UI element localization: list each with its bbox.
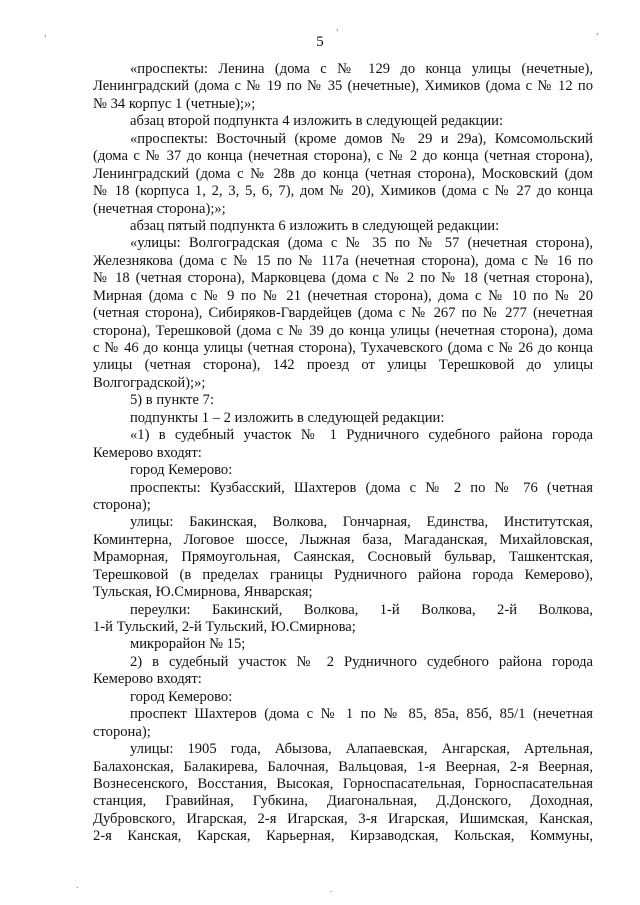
- text-line: проспекты: Кузбасский, Шахтеров (дома с № 2 по № 76 (четная: [130, 479, 593, 496]
- text-line: 2) в судебный участок № 2 Рудничного судебного района города: [130, 653, 593, 670]
- page-number: 5: [316, 34, 324, 50]
- text-line: «1) в судебный участок № 1 Рудничного судебного района города: [130, 427, 593, 444]
- text-line: с № 46 до конца улицы (четная сторона), Тухачевского (дома с № 26 до конца: [93, 340, 593, 356]
- text-line: 5) в пункте 7:: [130, 392, 215, 409]
- text-line: Кемерово входят:: [93, 671, 202, 688]
- text-line: улицы: Бакинская, Волкова, Гончарная, Единства, Институтская,: [130, 514, 593, 531]
- text-line: Дубровского, Игарская, 2-я Игарская, 3-я Игарская, Ишимская, Канская,: [93, 810, 593, 827]
- text-line: Тульская, Ю.Смирнова, Январская;: [93, 584, 313, 601]
- text-line: Балахонская, Балакирева, Балочная, Вальцовая, 1-я Веерная, 2-я Веерная,: [93, 758, 593, 775]
- text-line: № 34 корпус 1 (четные);»;: [93, 95, 256, 112]
- text-line: проспект Шахтеров (дома с № 1 по № 85, 85а, 85б, 85/1 (нечетная: [130, 706, 593, 723]
- text-line: Мраморная, Прямоугольная, Саянская, Сосновый бульвар, Ташкентская,: [93, 549, 593, 566]
- text-line: № 18 (корпуса 1, 2, 3, 5, 6, 7), дом № 20), Химиков (дома с № 27 до конца: [93, 183, 593, 200]
- scan-mark: .: [76, 880, 79, 891]
- text-line: станция, Гравийная, Губкина, Диагональная, Д.Донского, Доходная,: [93, 793, 593, 810]
- text-line: 1-й Тульский, 2-й Тульский, Ю.Смирнова;: [93, 619, 356, 635]
- text-line: сторона), Терешковой (дома с № 39 до конца улицы (нечетная сторона), дома: [93, 322, 593, 339]
- text-line: (дома с № 37 до конца (нечетная сторона), с № 2 до конца (четная сторона),: [93, 148, 593, 165]
- scan-mark: .: [330, 884, 333, 895]
- text-line: «проспекты: Восточный (кроме домов № 29 и 29а), Комсомольский: [130, 130, 593, 147]
- text-line: Ленинградский (дома с № 19 по № 35 (нечетные), Химиков (дома с № 12 по: [93, 78, 593, 95]
- text-line: «улицы: Волгоградская (дома с № 35 по № 57 (нечетная сторона),: [130, 235, 593, 252]
- text-line: улицы (четная сторона), 142 проезд от улицы Терешковой до улицы: [93, 357, 593, 374]
- text-line: № 18 (четная сторона), Марковцева (дома с № 2 по № 18 (четная сторона),: [93, 270, 593, 287]
- text-line: Вознесенского, Восстания, Высокая, Горноспасательная, Горноспасательная: [93, 775, 593, 792]
- text-line: Терешковой (в пределах границы Рудничного района города Кемерово),: [93, 566, 593, 583]
- text-line: сторона);: [93, 723, 151, 740]
- text-line: 2-я Канская, Карская, Карьерная, Кирзаводская, Кольская, Коммуны,: [93, 828, 593, 845]
- scan-mark: ,: [44, 28, 47, 39]
- scan-mark: ,: [336, 22, 339, 33]
- text-line: Волгоградской);»;: [93, 374, 206, 391]
- text-line: переулки: Бакинский, Волкова, 1-й Волкова, 2-й Волкова,: [130, 601, 593, 618]
- text-line: Мирная (дома с № 9 по № 21 (нечетная сторона), дома с № 10 по № 20: [93, 287, 593, 304]
- text-line: микрорайон № 15;: [130, 636, 246, 653]
- text-line: Кемерово входят:: [93, 444, 202, 461]
- text-line: «проспекты: Ленина (дома с № 129 до конца улицы (нечетные),: [130, 61, 593, 77]
- text-line: абзац пятый подпункта 6 изложить в следующей редакции:: [130, 217, 500, 234]
- text-line: Ленинградский (дома с № 28в до конца (четная сторона), Московский (дом: [93, 165, 593, 182]
- text-line: улицы: 1905 года, Абызова, Алапаевская, Ангарская, Артельная,: [130, 741, 593, 758]
- scan-mark: ,: [596, 26, 599, 37]
- document-body: [93, 61, 593, 846]
- text-line: Железнякова (дома с № 15 по № 117а (нечетная сторона), дома с № 16 по: [93, 252, 593, 269]
- text-line: Коминтерна, Логовое шоссе, Лыжная база, Магаданская, Михайловская,: [93, 531, 593, 548]
- text-line: (нечетная сторона);»;: [93, 200, 226, 217]
- text-line: подпункты 1 – 2 изложить в следующей редакции:: [130, 409, 445, 426]
- text-line: город Кемерово:: [130, 462, 233, 479]
- text-line: город Кемерово:: [130, 688, 233, 705]
- text-line: сторона);: [93, 496, 151, 513]
- text-line: абзац второй подпункта 4 изложить в следующей редакции:: [130, 113, 504, 130]
- text-line: (четная сторона), Сибиряков-Гвардейцев (дома с № 267 по № 277 (нечетная: [93, 305, 593, 322]
